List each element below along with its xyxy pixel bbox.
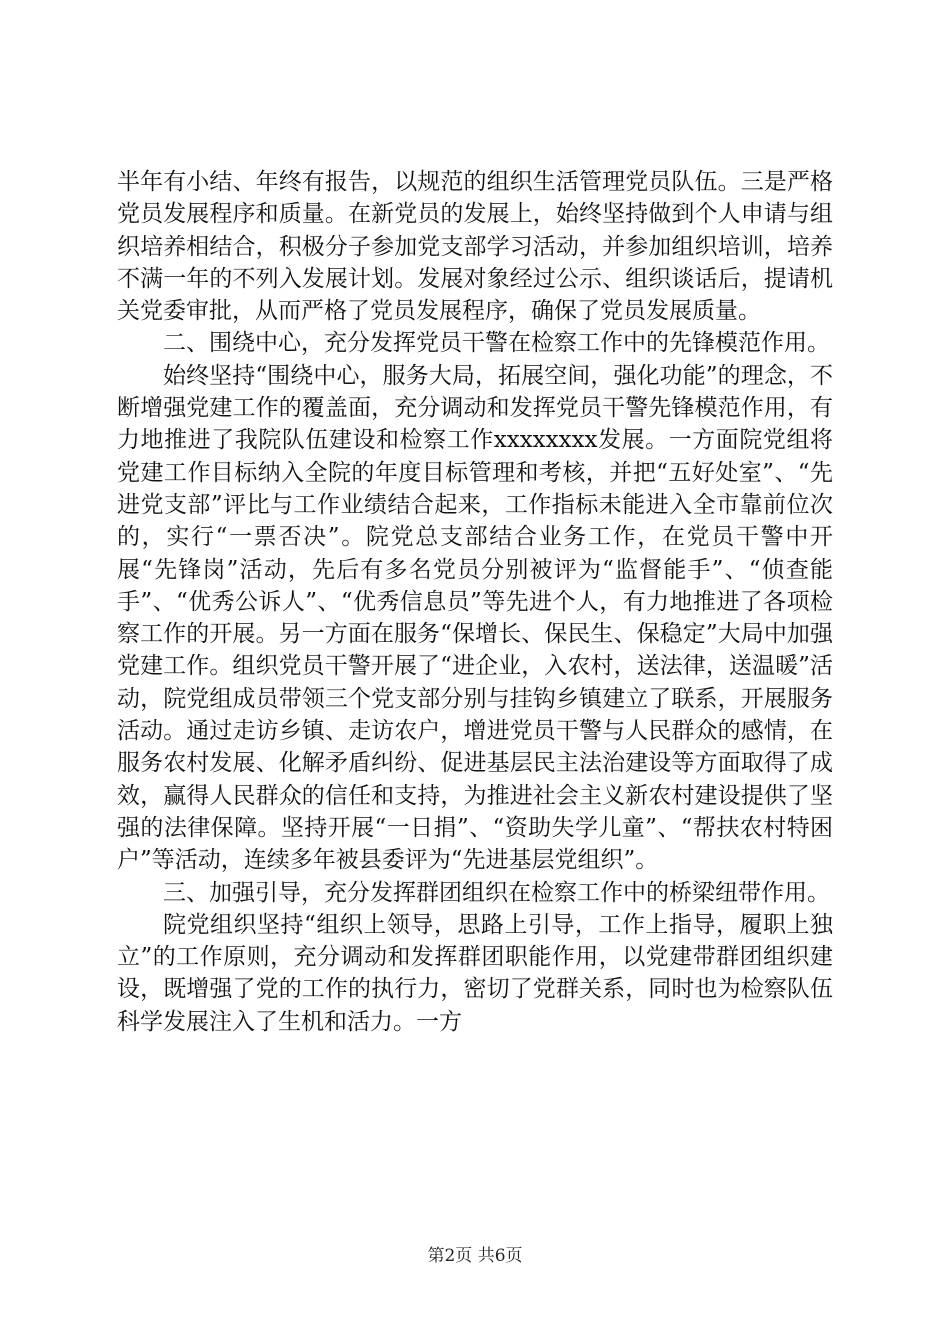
section-heading-2: 二、围绕中心，充分发挥党员干警在检察工作中的先锋模范作用。	[163, 330, 830, 357]
page-number-footer: 第2页 共6页	[427, 1246, 523, 1266]
paragraph-5: 院党组织坚持“组织上领导，思路上引导，工作上指导，履职上独立”的工作原则，充分调动和发挥群团职能作用，以党建带群团组织建设，既增强了党的工作的执行力，密切了党群关系，同时也为检察队伍科学发展注入了生机和活力。一方	[117, 911, 833, 1035]
document-body	[117, 166, 833, 1038]
paragraph-1: 半年有小结、年终有报告，以规范的组织生活管理党员队伍。三是严格党员发展程序和质量。在新党员的发展上，始终坚持做到个人申请与组织培养相结合，积极分子参加党支部学习活动，并参加组织培训，培养不满一年的不列入发展计划。发展对象经过公示、组织谈话后，提请机关党委审批，从而严格了党员发展程序，确保了党员发展质量。	[117, 169, 833, 325]
paragraph-3: 始终坚持“围绕中心，服务大局，拓展空间，强化功能”的理念，不断增强党建工作的覆盖面，充分调动和发挥党员干警先锋模范作用，有力地推进了我院队伍建设和检察工作xxxxxxxx发展。一方面院党组将党建工作目标纳入全院的年度目标管理和考核，并把“五好处室”、“先进党支部”评比与工作业绩结合起来，工作指标未能进入全市靠前位次的，实行“一票否决”。院党总支部结合业务工作，在党员干警中开展“先锋岗”活动，先后有多名党员分别被评为“监督能手”、“侦查能手”、“优秀公诉人”、“优秀信息员”等先进个人，有力地推进了各项检察工作的开展。另一方面在服务“保增长、保民生、保稳定”大局中加强党建工作。组织党员干警开展了“进企业，入农村，送法律，送温暖”活动，院党组成员带领三个党支部分别与挂钩乡镇建立了联系，开展服务活动。通过走访乡镇、走访农户，增进党员干警与人民群众的感情，在服务农村发展、化解矛盾纠纷、促进基层民主法治建设等方面取得了成效，赢得人民群众的信任和支持，为推进社会主义新农村建设提供了坚强的法律保障。坚持开展“一日捐”、“资助失学儿童”、“帮扶农村特困户”等活动，连续多年被县委评为“先进基层党组织”。	[117, 362, 833, 874]
section-heading-3: 三、加强引导，充分发挥群团组织在检察工作中的桥梁纽带作用。	[163, 879, 830, 906]
